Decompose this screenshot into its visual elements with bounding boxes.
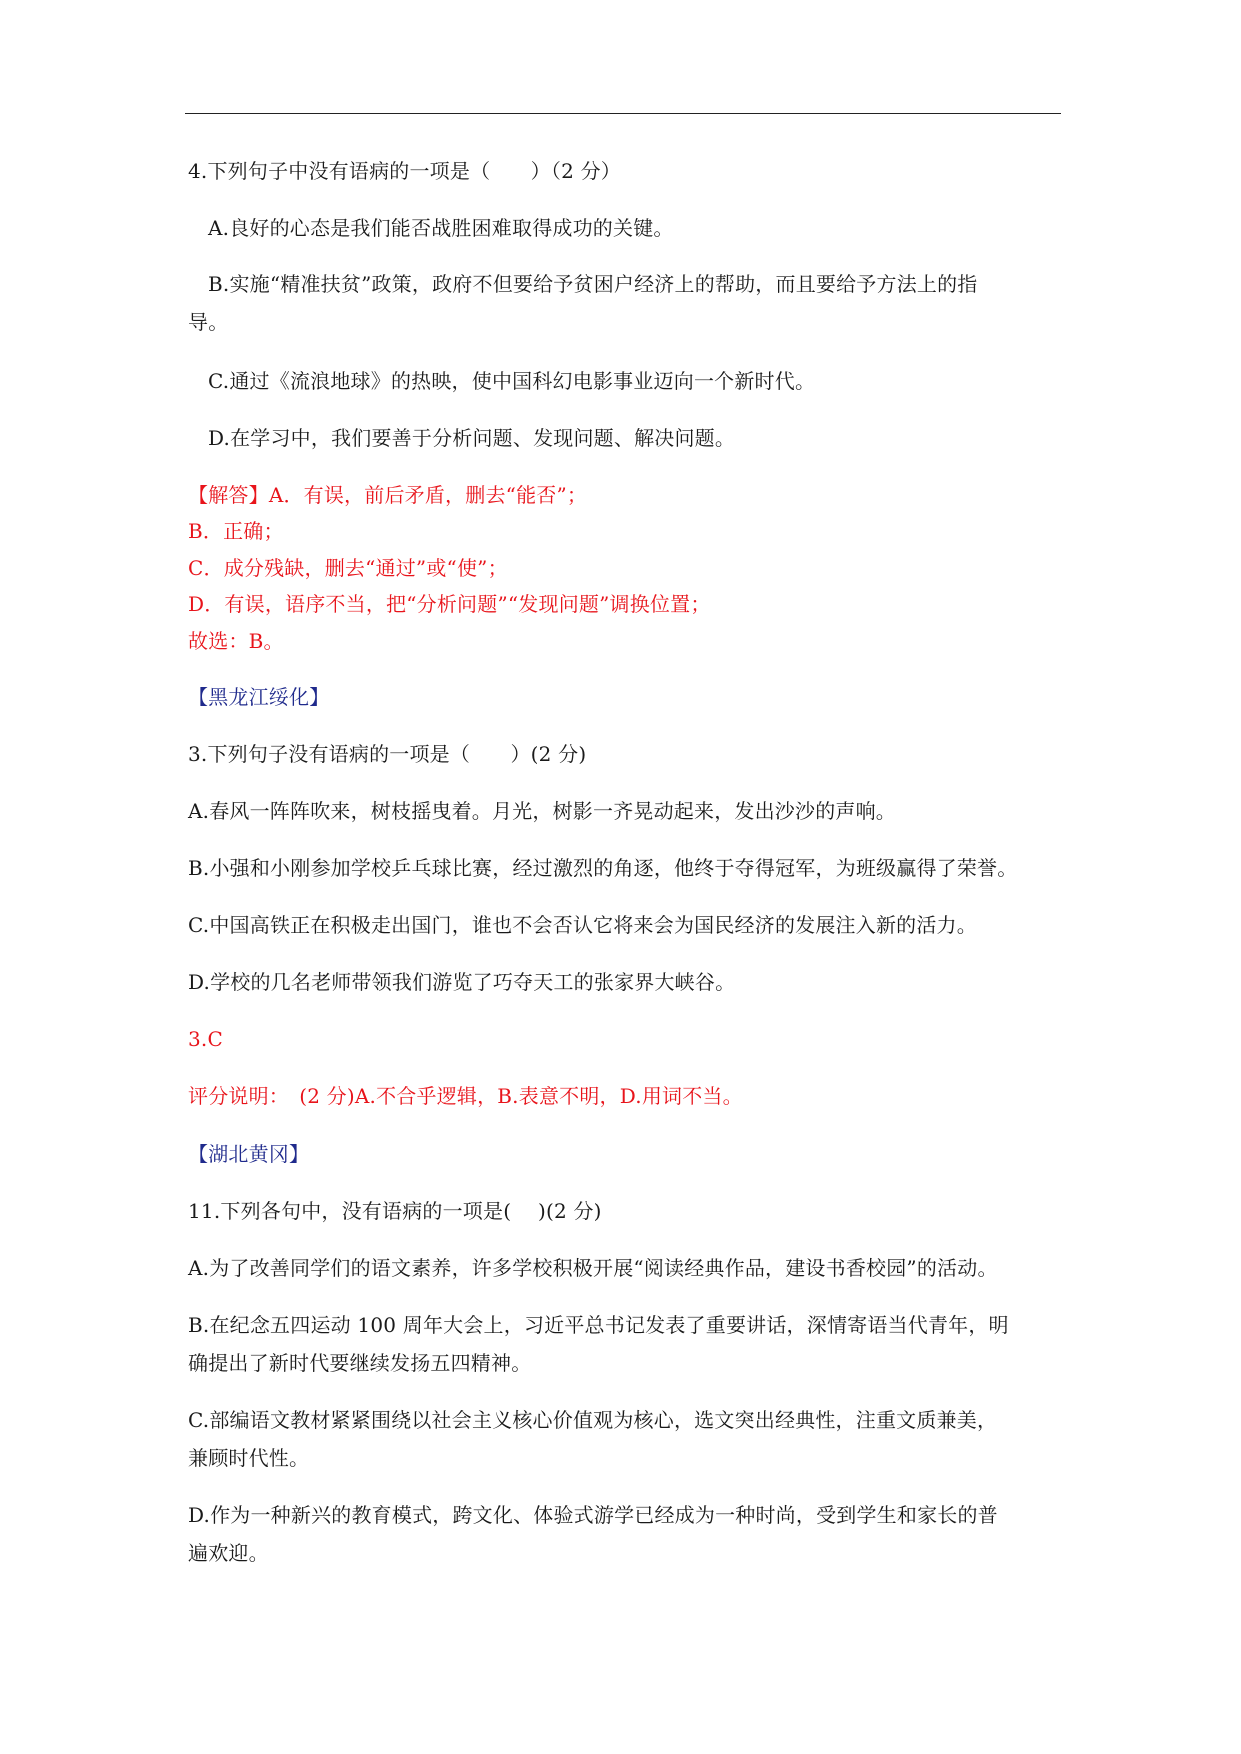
q4-answer-line-a (188, 481, 587, 509)
q11-option-a: A.为了改善同学们的语文素养，许多学校积极开展“阅读经典作品，建设书香校园”的活动。 (188, 1256, 998, 1280)
q11-option-b-cont: 确提出了新时代要继续发扬五四精神。 (188, 1351, 532, 1375)
q3-option-b: B.小强和小刚参加学校乒乓球比赛，经过激烈的角逐，他终于夺得冠军，为班级赢得了荣誉。 (188, 856, 1018, 880)
q4-option-d: D.在学习中，我们要善于分析问题、发现问题、解决问题。 (208, 426, 736, 450)
answer-text-a: A．有误，前后矛盾，删去“能否”； (268, 483, 588, 507)
q4-option-b: B.实施“精准扶贫”政策，政府不但要给予贫困户经济上的帮助，而且要给予方法上的指 (208, 272, 978, 296)
q3-option-c: C.中国高铁正在积极走出国门，谁也不会否认它将来会为国民经济的发展注入新的活力。 (188, 913, 977, 937)
source-heilongjiang: 【黑龙江绥化】 (188, 685, 330, 709)
q4-option-a: A.良好的心态是我们能否战胜困难取得成功的关键。 (208, 216, 674, 240)
q4-answer-line-d: D．有误，语序不当，把“分析问题”“发现问题”调换位置； (188, 592, 711, 616)
q11-option-c-cont: 兼顾时代性。 (188, 1446, 310, 1470)
q4-option-c: C.通过《流浪地球》的热映，使中国科幻电影事业迈向一个新时代。 (208, 369, 816, 393)
q4-answer-line-b: B．正确； (188, 519, 284, 543)
q3-stem: 3.下列句子没有语病的一项是（ ）(2 分) (188, 742, 587, 766)
q4-option-b-cont: 导。 (188, 310, 229, 334)
q3-option-d: D.学校的几名老师带领我们游览了巧夺天工的张家界大峡谷。 (188, 970, 736, 994)
q3-option-a: A.春风一阵阵吹来，树枝摇曳着。月光，树影一齐晃动起来，发出沙沙的声响。 (188, 799, 897, 823)
q4-answer-line-c: C．成分残缺，删去“通过”或“使”； (188, 556, 508, 580)
source-hubei: 【湖北黄冈】 (188, 1142, 310, 1166)
header-rule (185, 113, 1061, 114)
q11-option-b: B.在纪念五四运动 100 周年大会上，习近平总书记发表了重要讲话，深情寄语当代青年，明 (188, 1313, 1009, 1337)
answer-bracket: 【解答】 (188, 483, 269, 507)
q11-option-d-cont: 遍欢迎。 (188, 1541, 269, 1565)
q11-option-c: C.部编语文教材紧紧围绕以社会主义核心价值观为核心，选文突出经典性，注重文质兼美， (188, 1408, 998, 1432)
q11-stem: 11.下列各句中，没有语病的一项是( )(2 分) (188, 1199, 602, 1223)
q3-scoring: 评分说明： (2 分)A.不合乎逻辑，B.表意不明，D.用词不当。 (188, 1084, 743, 1108)
q11-option-d: D.作为一种新兴的教育模式，跨文化、体验式游学已经成为一种时尚，受到学生和家长的普 (188, 1503, 998, 1527)
q3-answer: 3.C (188, 1027, 223, 1051)
q4-answer-choice: 故选：B。 (188, 629, 284, 653)
q4-stem: 4.下列句子中没有语病的一项是（ ）（2 分） (188, 159, 621, 183)
